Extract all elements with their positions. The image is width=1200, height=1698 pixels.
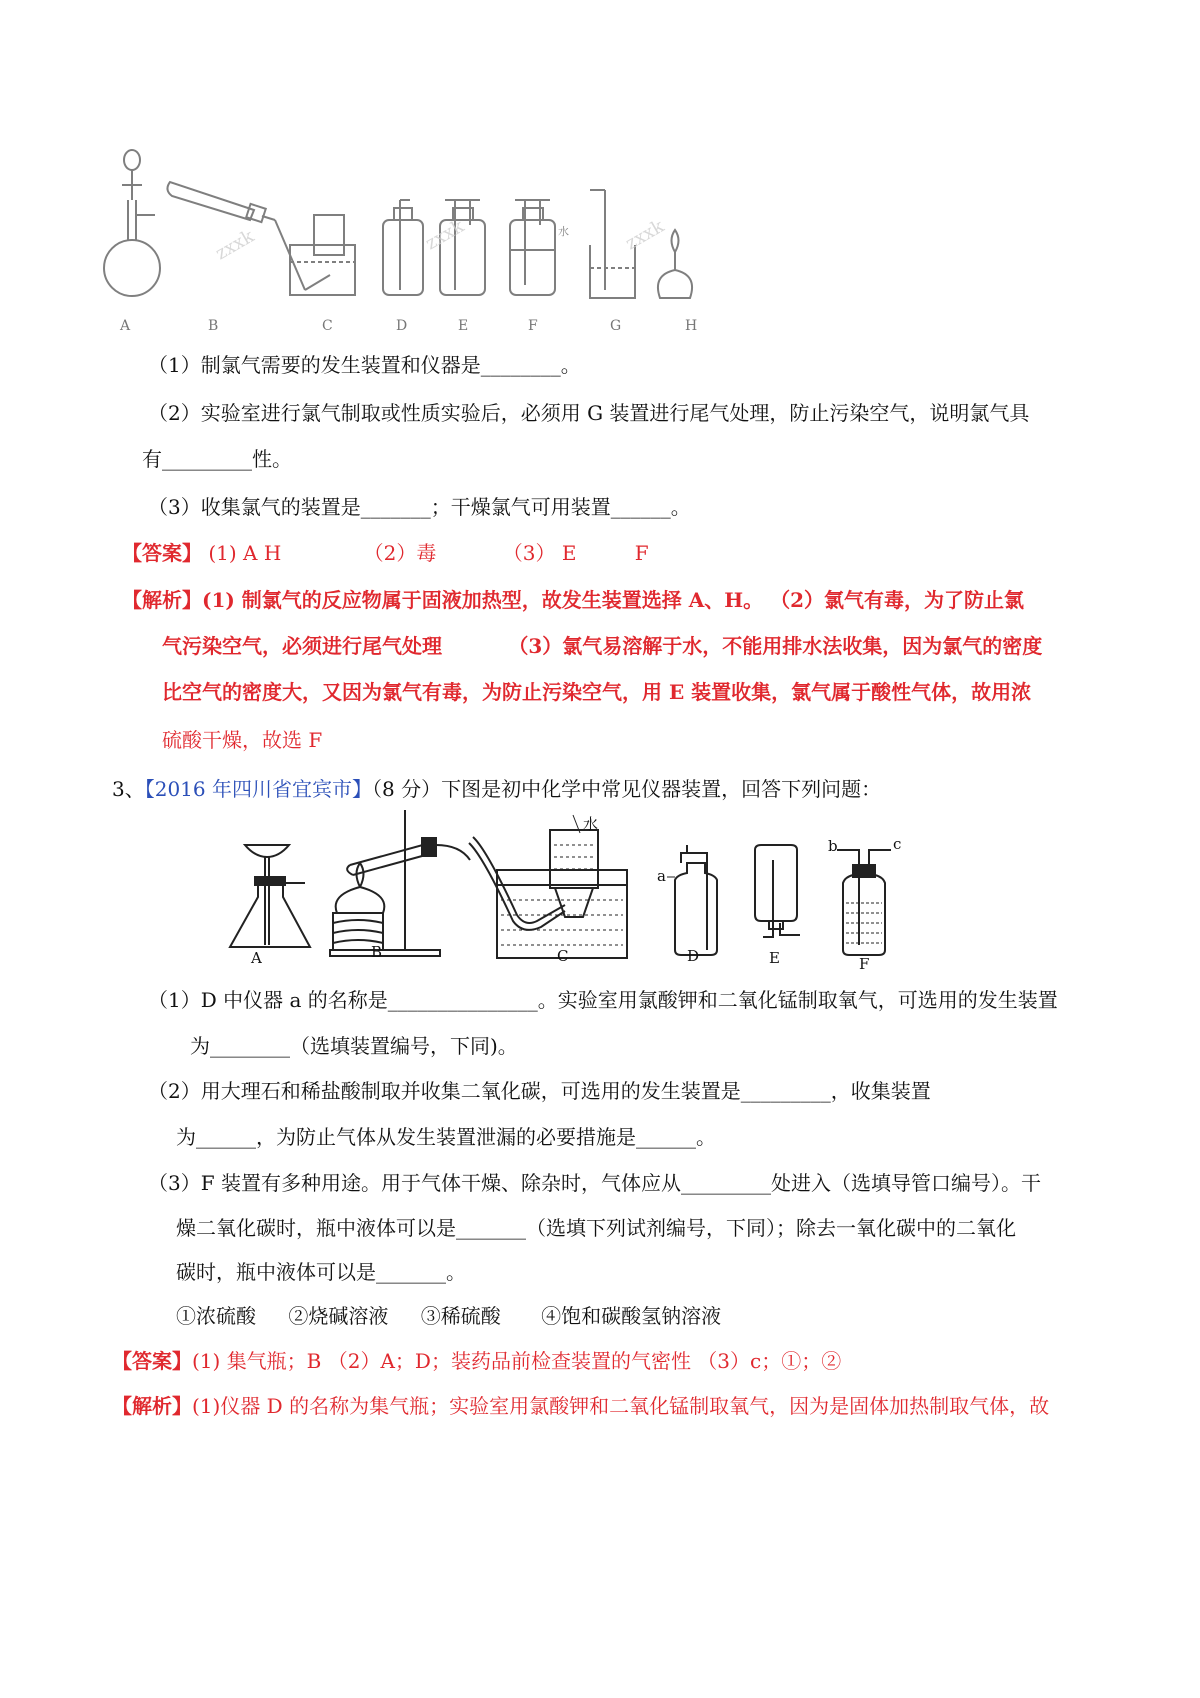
q2-analysis-text4: 硫酸干燥，故选 F bbox=[162, 728, 323, 752]
figure1-label-f: F bbox=[528, 318, 538, 334]
q3-options bbox=[176, 1303, 721, 1329]
q2-analysis-line1 bbox=[122, 587, 1024, 613]
q2-answer bbox=[122, 540, 649, 566]
apparatus-f-washing-bottle bbox=[510, 200, 555, 295]
figure1-label-g: G bbox=[610, 318, 622, 334]
q3-analysis bbox=[112, 1393, 1049, 1419]
figure2-label-e: E bbox=[769, 949, 780, 967]
figure2-label-d: D bbox=[687, 947, 700, 965]
q3-option-2: ②烧碱溶液 bbox=[288, 1304, 389, 1328]
q2-part2-line2: 有_________性。 bbox=[142, 447, 292, 471]
apparatus-figure-2 bbox=[225, 805, 945, 980]
apparatus-e-inverted-bottle bbox=[755, 845, 800, 937]
q2-answer-tag: 【答案】 bbox=[122, 541, 202, 565]
q3-analysis-text: (1)仪器 D 的名称为集气瓶；实验室用氯酸钾和二氧化锰制取氧气，因为是固体加热制取气体，故 bbox=[192, 1394, 1050, 1418]
q2-analysis-text2: 气污染空气，必须进行尾气处理 bbox=[162, 634, 442, 658]
q2-part3: （3）收集氯气的装置是_______；干燥氯气可用装置______。 bbox=[148, 495, 691, 519]
apparatus-c-water-trough bbox=[275, 215, 355, 295]
apparatus-f-washing-bottle bbox=[837, 850, 891, 955]
q2-answer-part4: F bbox=[634, 541, 649, 565]
q3-source: 【2016 年四川省宜宾市】 bbox=[144, 777, 372, 801]
q3-analysis-tag: 【解析】 bbox=[112, 1394, 192, 1418]
apparatus-c-water-trough bbox=[469, 815, 627, 958]
figure1-label-a: A bbox=[120, 318, 131, 334]
apparatus-h-alcohol-lamp bbox=[658, 230, 692, 298]
apparatus-a-flask-funnel bbox=[104, 150, 160, 296]
q3-header-rest: （8 分）下图是初中化学中常见仪器装置，回答下列问题： bbox=[372, 777, 882, 801]
figure1-side-note: 水 bbox=[558, 225, 569, 238]
apparatus-figure-1 bbox=[100, 140, 780, 340]
apparatus-a-conical-flask bbox=[230, 845, 310, 947]
figure2-label-b: B bbox=[371, 943, 383, 961]
svg-text:zxxk: zxxk bbox=[422, 215, 468, 255]
q3-answer-tag: 【答案】 bbox=[112, 1349, 192, 1373]
q3-part1-line2: 为________（选填装置编号，下同)。 bbox=[190, 1034, 518, 1058]
figure1-label-c: C bbox=[322, 318, 333, 334]
figure1-label-b: B bbox=[208, 318, 219, 334]
q2-analysis-tag: 【解析】 bbox=[122, 588, 202, 612]
svg-text:zxxk: zxxk bbox=[622, 215, 668, 255]
q3-header bbox=[112, 776, 881, 802]
q3-number: 3、 bbox=[112, 777, 145, 801]
q2-answer-part1: (1) A H bbox=[208, 541, 282, 565]
figure1-label-e: E bbox=[458, 318, 469, 334]
q2-analysis-line4 bbox=[162, 727, 322, 753]
apparatus-d-gas-bottle bbox=[667, 845, 717, 955]
q2-analysis-text3: 比空气的密度大，又因为氯气有毒，为防止污染空气，用 E 装置收集，氯气属于酸性气体，故用浓 bbox=[162, 680, 1032, 704]
apparatus-d-gas-bottle bbox=[383, 200, 423, 295]
figure2-pipe-a: a bbox=[657, 867, 666, 885]
figure2-pipe-b: b bbox=[828, 837, 838, 855]
q3-option-3: ③稀硫酸 bbox=[420, 1304, 501, 1328]
svg-text:zxxk: zxxk bbox=[212, 225, 258, 265]
q2-analysis-line3 bbox=[162, 679, 1031, 705]
apparatus-b-test-tube bbox=[167, 182, 275, 222]
q3-part1-line1: （1）D 中仪器 a 的名称是_______________。实验室用氯酸钾和二氧化锰制取氧气，可选用的发生装置 bbox=[148, 988, 1058, 1012]
q2-part2-line1: （2）实验室进行氯气制取或性质实验后，必须用 G 装置进行尾气处理，防止污染空气，说明氯气具 bbox=[148, 401, 1030, 425]
q2-answer-part2: （2）毒 bbox=[363, 541, 437, 565]
q3-part2-line2: 为______，为防止气体从发生装置泄漏的必要措施是______。 bbox=[176, 1125, 716, 1149]
q2-analysis-line2 bbox=[162, 633, 1042, 659]
figure1-label-d: D bbox=[396, 318, 408, 334]
q2-part1: （1）制氯气需要的发生装置和仪器是________。 bbox=[148, 353, 581, 377]
figure2-water-label: 水 bbox=[583, 815, 599, 833]
q3-part2-line1: （2）用大理石和稀盐酸制取并收集二氧化碳，可选用的发生装置是_________，收集装置 bbox=[148, 1079, 931, 1103]
apparatus-e-gas-bottle bbox=[440, 200, 485, 295]
figure2-label-a: A bbox=[251, 949, 262, 967]
q3-option-4: ④饱和碳酸氢钠溶液 bbox=[541, 1304, 722, 1328]
q3-option-1: ①浓硫酸 bbox=[176, 1304, 256, 1328]
figure1-label-h: H bbox=[685, 318, 698, 334]
q2-answer-part3: （3） E bbox=[502, 541, 577, 565]
q3-answer-text: (1) 集气瓶；B （2）A；D；装药品前检查装置的气密性 （3）c；①；② bbox=[192, 1349, 842, 1373]
apparatus-b-heating-setup bbox=[330, 810, 470, 956]
figure2-label-c: C bbox=[557, 947, 569, 965]
q2-analysis-text2b: （3）氯气易溶解于水，不能用排水法收集，因为氯气的密度 bbox=[508, 634, 1043, 658]
q3-part3-line2: 燥二氧化碳时，瓶中液体可以是_______（选填下列试剂编号，下同）；除去一氧化碳中的二氧化 bbox=[176, 1216, 1016, 1240]
q2-analysis-text1: (1) 制氯气的反应物属于固液加热型，故发生装置选择 A、H。 （2）氯气有毒，为了防止氯 bbox=[202, 588, 1025, 612]
q3-answer bbox=[112, 1348, 841, 1374]
q3-part3-line3: 碳时，瓶中液体可以是_______。 bbox=[176, 1260, 466, 1284]
q3-part3-line1: （3）F 装置有多种用途。用于气体干燥、除杂时，气体应从_________处进入（选填导管口编号）。干 bbox=[148, 1171, 1041, 1195]
figure2-label-f: F bbox=[859, 955, 870, 973]
figure2-pipe-c: c bbox=[893, 835, 902, 853]
